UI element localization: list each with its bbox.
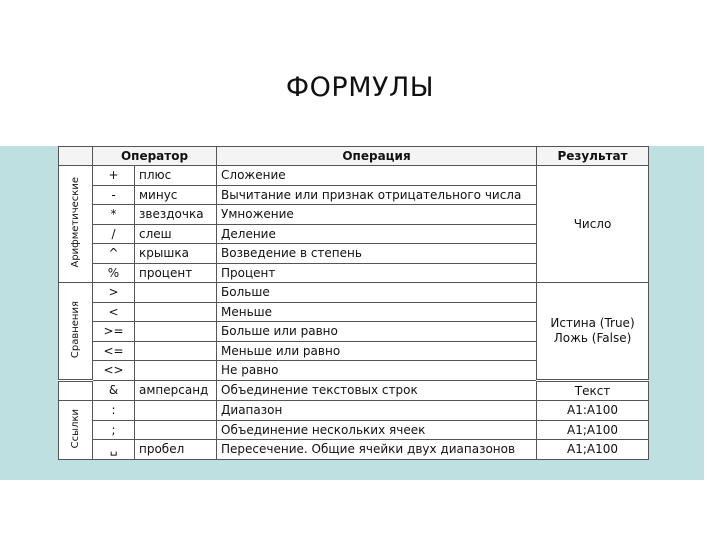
result-cell: Текст <box>537 380 649 401</box>
operator-symbol: & <box>93 380 135 401</box>
result-cell: A1;A100 <box>537 440 649 460</box>
operator-symbol: / <box>93 224 135 243</box>
operator-name: амперсанд <box>135 380 217 401</box>
table-row <box>59 440 649 460</box>
header-row <box>59 147 649 166</box>
operator-name: плюс <box>135 166 217 185</box>
operation-cell: Сложение <box>217 166 537 185</box>
operator-name: слеш <box>135 224 217 243</box>
operator-symbol: + <box>93 166 135 185</box>
operator-symbol: ␣ <box>93 440 135 460</box>
operators-table <box>58 146 648 460</box>
table-row <box>59 283 649 302</box>
operator-name: минус <box>135 185 217 204</box>
operator-name: звездочка <box>135 205 217 224</box>
operator-symbol: < <box>93 302 135 321</box>
operator-name <box>135 401 217 420</box>
header-result: Результат <box>537 147 649 166</box>
operator-symbol: <= <box>93 341 135 360</box>
result-cell: A1;A100 <box>537 420 649 439</box>
table-row <box>59 401 649 420</box>
operator-name <box>135 341 217 360</box>
operation-cell: Не равно <box>217 361 537 380</box>
operation-cell: Меньше <box>217 302 537 321</box>
operator-symbol: % <box>93 263 135 282</box>
operation-cell: Вычитание или признак отрицательного числа <box>217 185 537 204</box>
operation-cell: Пересечение. Общие ячейки двух диапазонов <box>217 440 537 460</box>
operator-symbol: ^ <box>93 244 135 263</box>
operator-symbol: * <box>93 205 135 224</box>
operation-cell: Деление <box>217 224 537 243</box>
operation-cell: Умножение <box>217 205 537 224</box>
operator-name: пробел <box>135 440 217 460</box>
operator-symbol: : <box>93 401 135 420</box>
operator-name <box>135 283 217 302</box>
operation-cell: Объединение текстовых строк <box>217 380 537 401</box>
operation-cell: Объединение нескольких ячеек <box>217 420 537 439</box>
page-title: ФОРМУЛЫ <box>285 72 435 103</box>
result-cell: Число <box>537 166 649 283</box>
operation-cell: Меньше или равно <box>217 341 537 360</box>
operator-name: крышка <box>135 244 217 263</box>
group-label-refs: Ссылки <box>59 401 93 460</box>
operation-cell: Процент <box>217 263 537 282</box>
table-row <box>59 380 649 401</box>
operation-cell: Больше <box>217 283 537 302</box>
operation-cell: Возведение в степень <box>217 244 537 263</box>
group-label-compare: Сравнения <box>59 283 93 380</box>
operator-name <box>135 322 217 341</box>
operator-symbol: - <box>93 185 135 204</box>
operation-cell: Диапазон <box>217 401 537 420</box>
header-operator: Оператор <box>93 147 217 166</box>
operator-symbol: ; <box>93 420 135 439</box>
operator-symbol: > <box>93 283 135 302</box>
table-row <box>59 166 649 185</box>
header-operation: Операция <box>217 147 537 166</box>
operator-symbol: >= <box>93 322 135 341</box>
operation-cell: Больше или равно <box>217 322 537 341</box>
operator-name <box>135 420 217 439</box>
operator-name: процент <box>135 263 217 282</box>
group-label-arith: Арифметические <box>59 166 93 283</box>
result-cell: Истина (True) Ложь (False) <box>537 283 649 380</box>
operator-name <box>135 361 217 380</box>
result-cell: A1:A100 <box>537 401 649 420</box>
operator-name <box>135 302 217 321</box>
table-row <box>59 420 649 439</box>
operator-symbol: <> <box>93 361 135 380</box>
